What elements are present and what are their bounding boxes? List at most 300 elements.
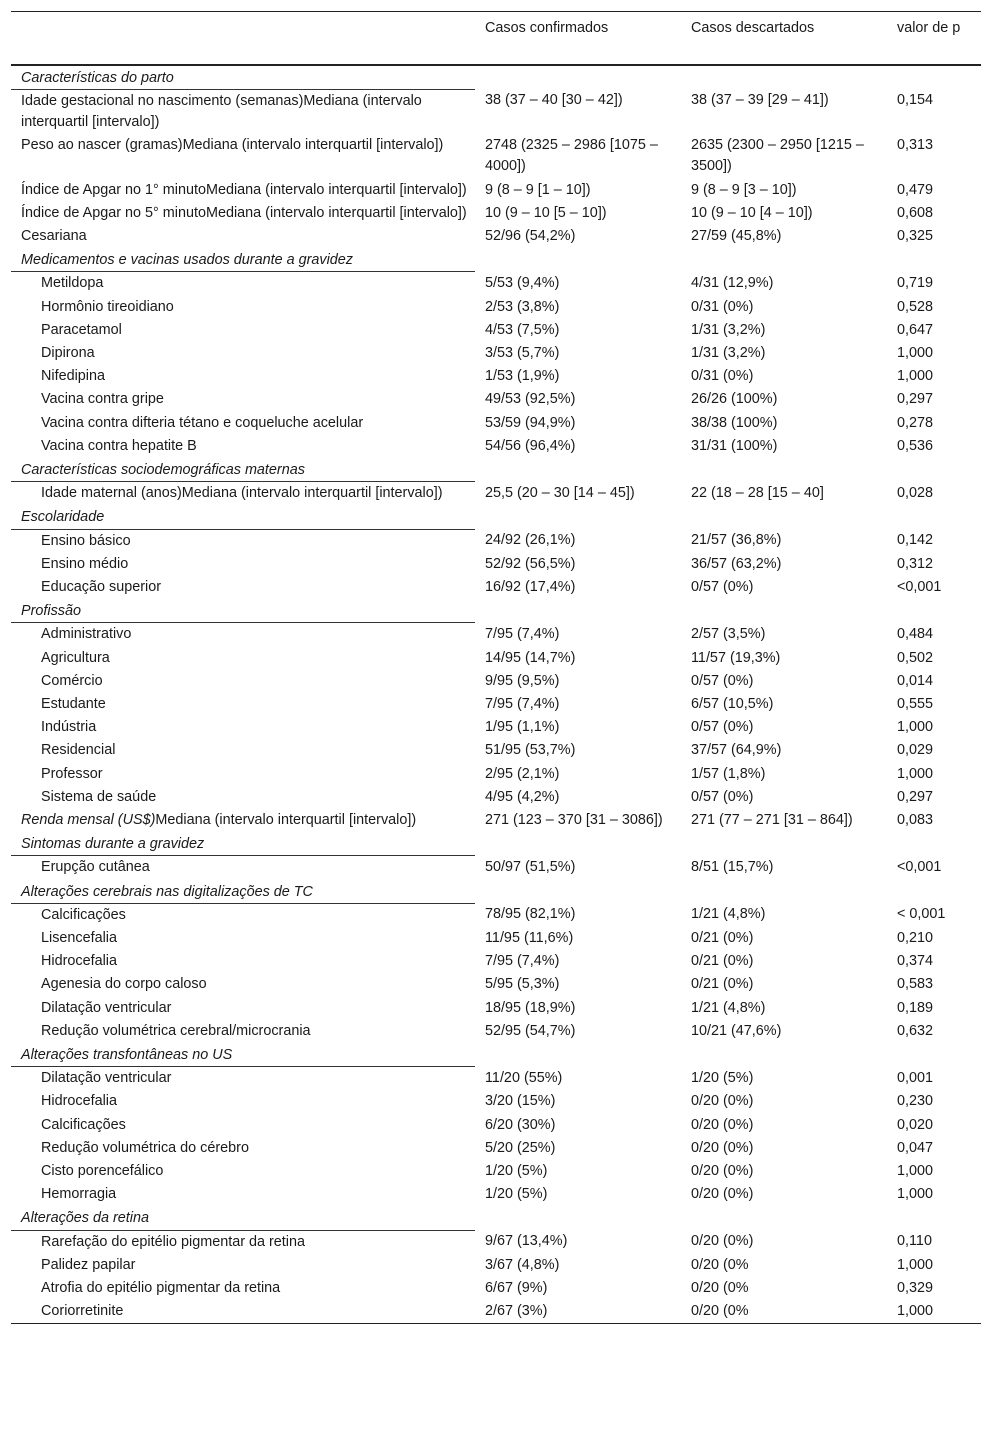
table-row (11, 179, 981, 202)
p-value-cell: < 0,001 (897, 906, 946, 923)
discarded-cases-cell: 0/20 (0%) (691, 1093, 754, 1110)
table-row (11, 435, 981, 458)
confirmed-cases-cell: 4/95 (4,2%) (485, 788, 560, 805)
confirmed-cases-cell: 3/53 (5,7%) (485, 344, 560, 361)
section-empty-cell (681, 505, 887, 529)
discarded-cases-cell: 0/20 (0%) (691, 1116, 754, 1133)
row-label-text: Dilatação ventricular (41, 999, 172, 1016)
row-label-text: Idade maternal (anos)Mediana (intervalo interquartil [intervalo]) (41, 485, 443, 502)
discarded-cases-cell: 0/20 (0%) (691, 1186, 754, 1203)
row-label (11, 319, 475, 342)
row-label-text: Calcificações (41, 906, 126, 923)
section-empty-cell (887, 1043, 981, 1067)
row-label-text: Professor (41, 765, 103, 782)
table-container (11, 11, 981, 1324)
p-value-cell: 0,020 (897, 1116, 934, 1133)
section-empty-cell (887, 599, 981, 623)
discarded-cases-cell: 0/57 (0%) (691, 719, 754, 736)
row-label (11, 1277, 475, 1300)
discarded-cases-cell: 1/21 (4,8%) (691, 999, 766, 1016)
discarded-cases-cell: 1/31 (3,2%) (691, 344, 766, 361)
p-value-cell: 0,297 (897, 391, 934, 408)
row-label-text: Administrativo (41, 626, 132, 643)
p-value-cell: 0,312 (897, 555, 934, 572)
row-label-text: Sistema de saúde (41, 788, 157, 805)
row-label-text: Estudante (41, 695, 106, 712)
table-row (11, 319, 981, 342)
table-body (11, 65, 981, 1324)
section-header-row (11, 65, 981, 90)
p-value-cell: 0,047 (897, 1139, 934, 1156)
row-label (11, 809, 475, 832)
p-value-cell: 1,000 (887, 1300, 981, 1324)
row-label-text: Agenesia do corpo caloso (41, 976, 207, 993)
p-value-cell: 1,000 (897, 765, 934, 782)
discarded-cases-cell: 0/31 (0%) (691, 368, 754, 385)
table-row (11, 647, 981, 670)
section-title: Características sociodemográficas maternas (11, 458, 475, 482)
p-value-cell: 0,329 (897, 1280, 934, 1297)
section-empty-cell (681, 1043, 887, 1067)
discarded-cases-cell: 1/20 (5%) (691, 1069, 754, 1086)
table-row (11, 1300, 981, 1324)
p-value-cell: 0,278 (897, 414, 934, 431)
discarded-cases-cell: 4/31 (12,9%) (691, 274, 774, 291)
row-label (11, 647, 475, 670)
discarded-cases-cell: 0/21 (0%) (691, 930, 754, 947)
row-label (11, 388, 475, 411)
p-value-cell: 0,528 (897, 298, 934, 315)
row-label-text: Agricultura (41, 649, 110, 666)
table-row (11, 670, 981, 693)
row-label (11, 786, 475, 809)
discarded-cases-cell: 22 (18 – 28 [15 – 40] (691, 484, 824, 501)
data-table (11, 11, 981, 1324)
header-col-p-value: valor de p (887, 12, 981, 65)
table-row (11, 763, 981, 786)
section-empty-cell (475, 505, 681, 529)
row-label-text: Atrofia do epitélio pigmentar da retina (41, 1280, 281, 1297)
section-empty-cell (681, 832, 887, 856)
row-label-text: Hemorragia (41, 1186, 117, 1203)
section-header-row (11, 1043, 981, 1067)
discarded-cases-cell: 27/59 (45,8%) (691, 227, 782, 244)
section-empty-cell (475, 458, 681, 482)
header-col-label (11, 12, 475, 65)
discarded-cases-cell: 0/20 (0% (691, 1280, 749, 1297)
discarded-cases-cell: 21/57 (36,8%) (691, 532, 782, 549)
discarded-cases-cell: 0/20 (0%) (691, 1233, 754, 1250)
row-label (11, 342, 475, 365)
row-label (11, 1160, 475, 1183)
section-title: Sintomas durante a gravidez (11, 832, 475, 856)
row-label (11, 1090, 475, 1113)
table-row (11, 1183, 981, 1206)
section-empty-cell (887, 248, 981, 272)
row-label (11, 272, 475, 296)
confirmed-cases-cell: 5/20 (25%) (485, 1139, 556, 1156)
p-value-cell: 0,014 (897, 672, 934, 689)
table-header (11, 12, 981, 65)
section-title: Alterações transfontâneas no US (11, 1043, 475, 1067)
p-value-cell: 0,210 (897, 930, 934, 947)
discarded-cases-cell: 37/57 (64,9%) (691, 742, 782, 759)
row-label-text: Índice de Apgar no 1° minutoMediana (intervalo interquartil [intervalo]) (21, 181, 467, 198)
confirmed-cases-cell: 14/95 (14,7%) (485, 649, 576, 666)
table-row (11, 786, 981, 809)
row-label (11, 553, 475, 576)
table-row (11, 225, 981, 248)
row-label-text: Peso ao nascer (gramas)Mediana (intervalo interquartil [intervalo]) (21, 137, 444, 154)
p-value-cell: 1,000 (897, 368, 934, 385)
confirmed-cases-cell: 11/95 (11,6%) (485, 930, 574, 947)
confirmed-cases-cell: 78/95 (82,1%) (485, 906, 576, 923)
row-label-italic: Renda mensal (US$) (21, 812, 156, 828)
section-empty-cell (887, 880, 981, 904)
section-empty-cell (475, 248, 681, 272)
row-label (11, 927, 475, 950)
table-row (11, 950, 981, 973)
discarded-cases-cell: 0/31 (0%) (691, 298, 754, 315)
table-row (11, 342, 981, 365)
row-label-text: Vacina contra hepatite B (41, 437, 197, 454)
table-row (11, 1254, 981, 1277)
row-label (11, 89, 475, 134)
table-row (11, 693, 981, 716)
section-title: Escolaridade (11, 505, 475, 529)
row-label (11, 1300, 475, 1324)
row-label (11, 1254, 475, 1277)
confirmed-cases-cell: 38 (37 – 40 [30 – 42]) (485, 92, 623, 109)
p-value-cell: 0,230 (897, 1093, 934, 1110)
section-empty-cell (475, 65, 681, 90)
confirmed-cases-cell: 16/92 (17,4%) (485, 578, 576, 595)
row-label-text: Coriorretinite (41, 1303, 124, 1320)
confirmed-cases-cell: 2/53 (3,8%) (485, 298, 560, 315)
confirmed-cases-cell: 1/53 (1,9%) (485, 368, 560, 385)
confirmed-cases-cell: 3/67 (4,8%) (485, 1256, 560, 1273)
discarded-cases-cell: 0/57 (0%) (691, 672, 754, 689)
confirmed-cases-cell: 9/67 (13,4%) (485, 1233, 568, 1250)
row-label (11, 693, 475, 716)
p-value-cell: 1,000 (897, 344, 934, 361)
row-label-text: Hidrocefalia (41, 1093, 117, 1110)
discarded-cases-cell: 0/20 (0%) (691, 1163, 754, 1180)
row-label-text: Cesariana (21, 227, 87, 244)
row-label-text: Comércio (41, 672, 103, 689)
row-label (11, 1230, 475, 1254)
row-label (11, 1114, 475, 1137)
table-row (11, 927, 981, 950)
section-empty-cell (475, 1206, 681, 1230)
table-row (11, 739, 981, 762)
p-value-cell: 0,313 (897, 137, 934, 154)
confirmed-cases-cell: 5/95 (5,3%) (485, 976, 560, 993)
p-value-cell: 0,536 (897, 437, 934, 454)
p-value-cell: 0,479 (897, 181, 934, 198)
row-label-text: Cisto porencefálico (41, 1163, 164, 1180)
discarded-cases-cell: 271 (77 – 271 [31 – 864]) (691, 812, 853, 828)
p-value-cell: 0,029 (897, 742, 934, 759)
p-value-cell: 0,028 (897, 484, 934, 501)
table-row (11, 1067, 981, 1091)
row-label-text: Idade gestacional no nascimento (semanas)Mediana (intervalo interquartil [intervalo]) (21, 92, 422, 130)
p-value-cell: 0,154 (897, 92, 934, 109)
table-row (11, 1137, 981, 1160)
confirmed-cases-cell: 10 (9 – 10 [5 – 10]) (485, 204, 607, 221)
section-header-row (11, 248, 981, 272)
row-label-text: Rarefação do epitélio pigmentar da retina (41, 1233, 305, 1250)
table-row (11, 809, 981, 832)
table-row (11, 1090, 981, 1113)
section-empty-cell (475, 1043, 681, 1067)
row-label (11, 903, 475, 927)
row-label (11, 856, 475, 880)
p-value-cell: 0,083 (897, 812, 934, 828)
row-label (11, 973, 475, 996)
confirmed-cases-cell: 3/20 (15%) (485, 1093, 556, 1110)
row-label-text: Dipirona (41, 344, 95, 361)
confirmed-cases-cell: 2748 (2325 – 2986 [1075 – 4000]) (485, 137, 658, 175)
confirmed-cases-cell: 52/96 (54,2%) (485, 227, 576, 244)
confirmed-cases-cell: 7/95 (7,4%) (485, 695, 560, 712)
row-label-text: Indústria (41, 719, 97, 736)
confirmed-cases-cell: 25,5 (20 – 30 [14 – 45]) (485, 484, 635, 501)
confirmed-cases-cell: 18/95 (18,9%) (485, 999, 576, 1016)
row-label-text: Dilatação ventricular (41, 1070, 172, 1087)
confirmed-cases-cell: 4/53 (7,5%) (485, 321, 560, 338)
section-header-row (11, 832, 981, 856)
discarded-cases-cell: 0/20 (0%) (691, 1139, 754, 1156)
table-row (11, 576, 981, 599)
row-label-text: Redução volumétrica do cérebro (41, 1139, 249, 1156)
p-value-cell: 0,484 (897, 625, 934, 642)
section-empty-cell (681, 880, 887, 904)
row-label (11, 997, 475, 1020)
row-label-text: Palidez papilar (41, 1256, 136, 1273)
discarded-cases-cell: 8/51 (15,7%) (691, 858, 774, 875)
section-header-row (11, 458, 981, 482)
confirmed-cases-cell: 24/92 (26,1%) (485, 532, 576, 549)
confirmed-cases-cell: 2/95 (2,1%) (485, 765, 560, 782)
discarded-cases-cell: 10 (9 – 10 [4 – 10]) (691, 204, 813, 221)
section-title: Características do parto (11, 65, 475, 90)
row-label-text: Hidrocefalia (41, 953, 117, 970)
p-value-cell: 0,647 (897, 321, 934, 338)
row-label-text: Ensino médio (41, 555, 129, 572)
discarded-cases-cell: 10/21 (47,6%) (691, 1022, 782, 1039)
discarded-cases-cell: 0/57 (0%) (691, 578, 754, 595)
table-row (11, 202, 981, 225)
row-label-text: Hormônio tireoidiano (41, 298, 174, 315)
p-value-cell: 1,000 (897, 1256, 934, 1273)
section-title: Profissão (11, 599, 475, 623)
p-value-cell: 0,297 (897, 788, 934, 805)
p-value-cell: <0,001 (897, 858, 942, 875)
table-row (11, 1230, 981, 1254)
confirmed-cases-cell: 49/53 (92,5%) (485, 391, 576, 408)
p-value-cell: 0,632 (897, 1022, 934, 1039)
table-row (11, 716, 981, 739)
p-value-cell: 0,719 (897, 274, 934, 291)
discarded-cases-cell: 1/57 (1,8%) (691, 765, 766, 782)
row-label (11, 739, 475, 762)
row-label (11, 1183, 475, 1206)
p-value-cell: 0,325 (897, 227, 934, 244)
row-label (11, 179, 475, 202)
section-title: Alterações da retina (11, 1206, 475, 1230)
row-label-text: Vacina contra gripe (41, 391, 164, 408)
p-value-cell: 0,583 (897, 976, 934, 993)
row-label-text: Erupção cutânea (41, 859, 150, 876)
discarded-cases-cell: 9 (8 – 9 [3 – 10]) (691, 181, 797, 198)
p-value-cell: 0,142 (897, 532, 934, 549)
row-label (11, 716, 475, 739)
table-row (11, 903, 981, 927)
discarded-cases-cell: 38/38 (100%) (691, 414, 778, 431)
section-empty-cell (475, 832, 681, 856)
table-row (11, 1160, 981, 1183)
confirmed-cases-cell: 11/20 (55%) (485, 1069, 563, 1086)
row-label (11, 1020, 475, 1043)
confirmed-cases-cell: 1/20 (5%) (485, 1186, 548, 1203)
confirmed-cases-cell: 5/53 (9,4%) (485, 274, 560, 291)
row-label (11, 623, 475, 647)
discarded-cases-cell: 36/57 (63,2%) (691, 555, 782, 572)
p-value-cell: 1,000 (897, 1186, 934, 1203)
table-row (11, 529, 981, 553)
confirmed-cases-cell: 1/20 (5%) (485, 1163, 548, 1180)
section-empty-cell (681, 599, 887, 623)
confirmed-cases-cell: 7/95 (7,4%) (485, 625, 560, 642)
table-row (11, 272, 981, 296)
confirmed-cases-cell: 51/95 (53,7%) (485, 742, 576, 759)
discarded-cases-cell: 1/31 (3,2%) (691, 321, 766, 338)
discarded-cases-cell: 2/57 (3,5%) (691, 625, 766, 642)
row-label (11, 365, 475, 388)
confirmed-cases-cell: 1/95 (1,1%) (485, 719, 560, 736)
row-label (11, 482, 475, 506)
section-header-row (11, 505, 981, 529)
section-empty-cell (887, 458, 981, 482)
row-label-text: Índice de Apgar no 5° minutoMediana (intervalo interquartil [intervalo]) (21, 204, 467, 221)
header-row (11, 12, 981, 65)
section-empty-cell (681, 1206, 887, 1230)
header-col-discarded: Casos descartados (681, 12, 887, 65)
discarded-cases-cell: 0/20 (0% (691, 1256, 749, 1273)
discarded-cases-cell: 0/20 (0% (681, 1300, 887, 1324)
discarded-cases-cell: 31/31 (100%) (691, 437, 778, 454)
confirmed-cases-cell: 54/56 (96,4%) (485, 437, 576, 454)
confirmed-cases-cell: 7/95 (7,4%) (485, 953, 560, 970)
table-row (11, 856, 981, 880)
confirmed-cases-cell: 53/59 (94,9%) (485, 414, 576, 431)
p-value-cell: 0,001 (897, 1069, 934, 1086)
row-label (11, 950, 475, 973)
p-value-cell: 0,374 (897, 953, 934, 970)
p-value-cell: 0,189 (897, 999, 934, 1016)
row-label (11, 576, 475, 599)
row-label (11, 412, 475, 435)
row-label-text: Mediana (intervalo interquartil [intervalo]) (155, 812, 417, 828)
row-label (11, 296, 475, 319)
row-label-text: Redução volumétrica cerebral/microcrania (41, 1022, 311, 1039)
confirmed-cases-cell: 6/67 (9%) (485, 1280, 548, 1297)
table-row (11, 482, 981, 506)
row-label-text: Metildopa (41, 275, 104, 292)
section-empty-cell (887, 832, 981, 856)
row-label-text: Paracetamol (41, 321, 122, 338)
section-empty-cell (681, 458, 887, 482)
discarded-cases-cell: 0/21 (0%) (691, 976, 754, 993)
discarded-cases-cell: 0/57 (0%) (691, 788, 754, 805)
confirmed-cases-cell: 52/92 (56,5%) (485, 555, 576, 572)
row-label-text: Vacina contra difteria tétano e coqueluche acelular (41, 414, 364, 431)
row-label-text: Lisencefalia (41, 930, 118, 947)
row-label (11, 529, 475, 553)
table-row (11, 1277, 981, 1300)
p-value-cell: 0,110 (897, 1233, 932, 1250)
confirmed-cases-cell: 2/67 (3%) (475, 1300, 681, 1324)
header-col-confirmed: Casos confirmados (475, 12, 681, 65)
table-row (11, 1114, 981, 1137)
section-empty-cell (681, 248, 887, 272)
section-title: Alterações cerebrais nas digitalizações de TC (11, 880, 475, 904)
confirmed-cases-cell: 52/95 (54,7%) (485, 1022, 576, 1039)
row-label (11, 225, 475, 248)
row-label (11, 134, 475, 178)
p-value-cell: 0,502 (897, 649, 934, 666)
row-label (11, 1137, 475, 1160)
section-header-row (11, 599, 981, 623)
section-title: Medicamentos e vacinas usados durante a gravidez (11, 248, 475, 272)
row-label-text: Nifedipina (41, 368, 105, 385)
discarded-cases-cell: 2635 (2300 – 2950 [1215 – 3500]) (691, 137, 864, 175)
p-value-cell: 0,555 (897, 695, 934, 712)
section-empty-cell (475, 880, 681, 904)
section-empty-cell (887, 1206, 981, 1230)
row-label-text: Educação superior (41, 578, 161, 595)
discarded-cases-cell: 6/57 (10,5%) (691, 695, 774, 712)
table-row (11, 388, 981, 411)
section-empty-cell (475, 599, 681, 623)
row-label (11, 670, 475, 693)
row-label (11, 763, 475, 786)
table-row (11, 89, 981, 134)
section-header-row (11, 880, 981, 904)
row-label-text: Ensino básico (41, 532, 131, 549)
confirmed-cases-cell: 271 (123 – 370 [31 – 3086]) (485, 812, 663, 828)
section-empty-cell (681, 65, 887, 90)
section-empty-cell (887, 505, 981, 529)
table-row (11, 1020, 981, 1043)
table-row (11, 973, 981, 996)
table-row (11, 296, 981, 319)
discarded-cases-cell: 1/21 (4,8%) (691, 906, 766, 923)
table-row (11, 134, 981, 178)
row-label-text: Calcificações (41, 1116, 126, 1133)
row-label (11, 202, 475, 225)
confirmed-cases-cell: 50/97 (51,5%) (485, 858, 576, 875)
confirmed-cases-cell: 9/95 (9,5%) (485, 672, 560, 689)
row-label-text: Residencial (41, 742, 116, 759)
section-header-row (11, 1206, 981, 1230)
p-value-cell: 0,608 (897, 204, 934, 221)
discarded-cases-cell: 38 (37 – 39 [29 – 41]) (691, 92, 829, 109)
p-value-cell: 1,000 (897, 719, 934, 736)
row-label (11, 1067, 475, 1091)
p-value-cell: <0,001 (897, 578, 942, 595)
